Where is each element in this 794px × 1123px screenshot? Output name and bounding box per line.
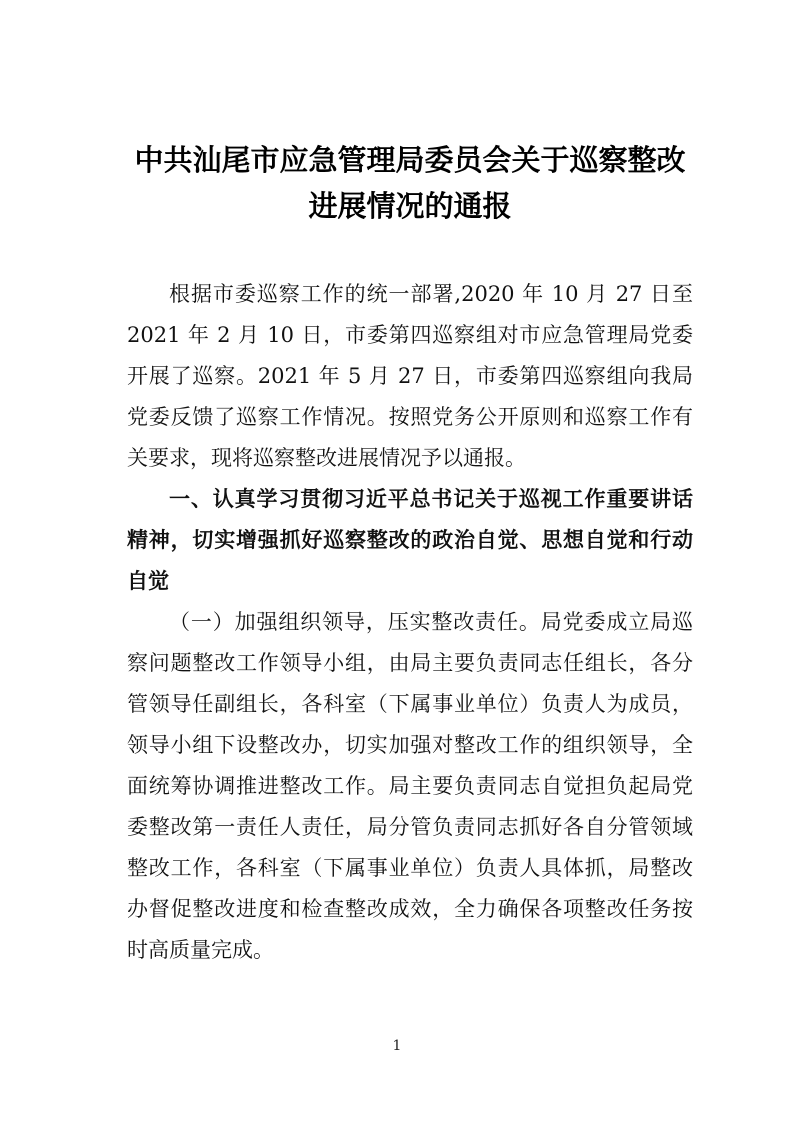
section-one-item-one-paragraph: （一）加强组织领导，压实整改责任。局党委成立局巡察问题整改工作领导小组，由局主要负责同志任组长，各分管领导任副组长，各科室（下属事业单位）负责人为成员，领导小组下设整改办，切实加强对整改工作的组织领导，全面统筹协调推进整改工作。局主要负责同志自觉担负起局党委整改第一责任人责任，局分管负责同志抓好各自分管领域整改工作，各科室（下属事业单位）负责人具体抓，局整改办督促整改进度和检查整改成效，全力确保各项整改任务按时高质量完成。 xyxy=(127,610,693,962)
document-title: 中共汕尾市应急管理局委员会关于巡察整改进展情况的通报 xyxy=(134,145,686,223)
section-one-heading: 一、认真学习贯彻习近平总书记关于巡视工作重要讲话精神，切实增强抓好巡察整改的政治自觉、思想自觉和行动自觉 xyxy=(127,488,693,593)
page-number: 1 xyxy=(392,1038,402,1054)
intro-paragraph: 根据市委巡察工作的统一部署,2020 年 10 月 27 日至 2021 年 2 月 10 日，市委第四巡察组对市应急管理局党委开展了巡察。2021 年 5 月 27 日，市委第四巡察组向我局党委反馈了巡察工作情况。按照党务公开原则和巡察工作有关要求，现将巡察整改进展情况予以通报。 xyxy=(127,282,693,470)
